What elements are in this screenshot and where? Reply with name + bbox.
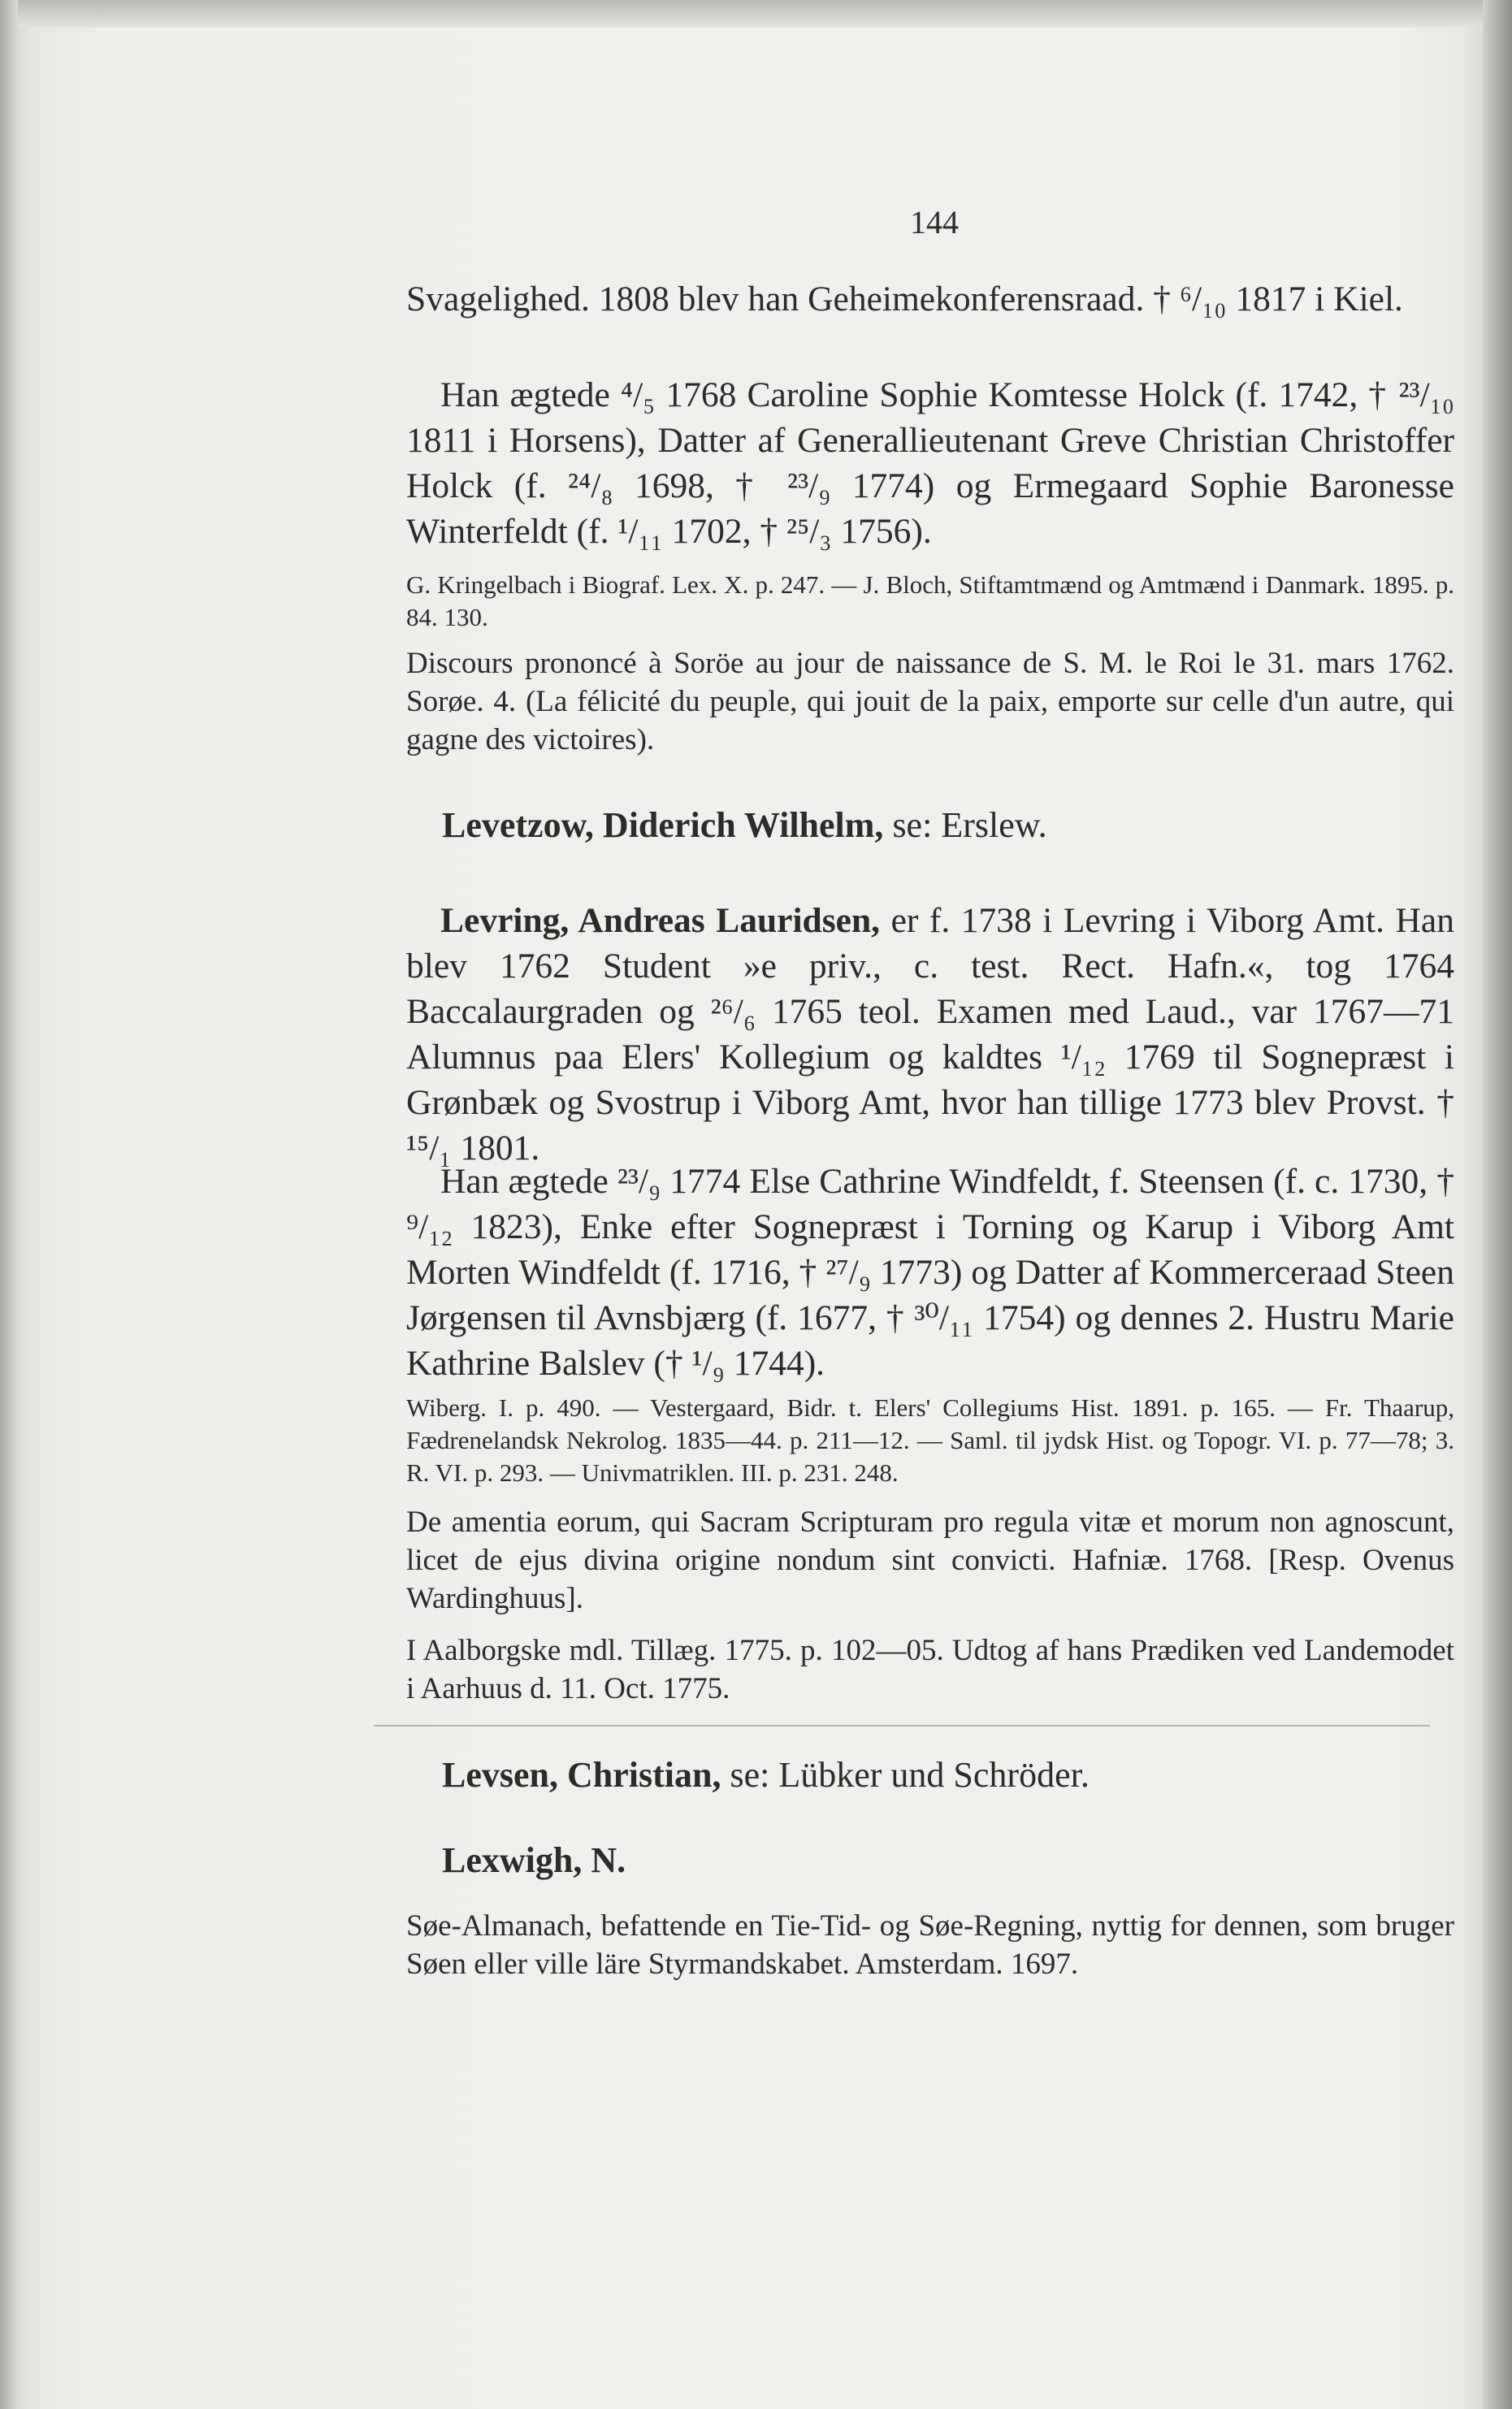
top-edge-shadow <box>0 0 1512 28</box>
work-aalborgske: I Aalborgske mdl. Tillæg. 1775. p. 102—05. Udtog af hans Prædiken ved Landemodet i Aarhuus d. 11. Oct. 1775. <box>406 1634 1454 1705</box>
entry-heading-levsen <box>442 1753 1449 1798</box>
entry-levring <box>406 898 1454 1171</box>
left-binding-edge <box>0 0 18 2409</box>
entry-heading-lexwigh <box>442 1838 1449 1883</box>
entry-crossref-levsen: se: Lübker und Schröder. <box>721 1755 1090 1795</box>
work-soe-almanach: Søe-Almanach, befattende en Tie-Tid- og Søe-Regning, nyttig for dennen, som bruger Søen eller ville läre Styrmandskabet. Amsterdam. 1697. <box>406 1909 1454 1981</box>
entry-crossref-levetzow: se: Erslew. <box>883 805 1047 845</box>
right-page-edge <box>1483 0 1512 2409</box>
reference-kringelbach: G. Kringelbach i Biograf. Lex. X. p. 247. — J. Bloch, Stiftamtmænd og Amtmænd i Danmark. 1895. p. 84. 130. <box>406 570 1454 631</box>
page-number: 144 <box>910 204 959 240</box>
margin-rule <box>374 1725 1430 1727</box>
entry-name-levsen: Levsen, Christian, <box>442 1755 721 1795</box>
paragraph-svagelighed: Svagelighed. 1808 blev han Geheimekonferensraad. † ⁶/₁₀ 1817 i Kiel. <box>406 279 1403 318</box>
entry-name-lexwigh: Lexwigh, N. <box>442 1840 626 1880</box>
entry-heading-levetzow <box>442 803 1449 848</box>
work-de-amentia: De amentia eorum, qui Sacram Scripturam pro regula vitæ et morum non agnoscunt, licet de ejus divina origine nondum sint convicti. Hafniæ. 1768. [Resp. Ovenus Wardinghuus]. <box>406 1506 1454 1615</box>
paragraph-marriage-holck: Han ægtede ⁴/₅ 1768 Caroline Sophie Komtesse Holck (f. 1742, † ²³/₁₀ 1811 i Horsens), Datter af Generallieutenant Greve Christian Christoffer Holck (f. ²⁴/₈ 1698, † ²³/₉ 1774) og Ermegaard Sophie Baronesse Winterfeldt (f. ¹/₁₁ 1702, † ²⁵/₃ 1756). <box>406 375 1454 551</box>
entry-name-levetzow: Levetzow, Diderich Wilhelm, <box>442 805 884 845</box>
paragraph-marriage-windfeldt: Han ægtede ²³/₉ 1774 Else Cathrine Windfeldt, f. Steensen (f. c. 1730, † ⁹/₁₂ 1823), Enke efter Sognepræst i Torning og Karup i Viborg Amt Morten Windfeldt (f. 1716, † ²⁷/₉ 1773) og Datter af Kommerceraad Steen Jørgensen til Avnsbjærg (f. 1677, † ³⁰/₁₁ 1754) og dennes 2. Hustru Marie Kathrine Balslev († ¹/₉ 1744). <box>406 1162 1454 1383</box>
entry-bio-levring: er f. 1738 i Levring i Viborg Amt. Han blev 1762 Student »e priv., c. test. Rect. Hafn.«, tog 1764 Baccalaurgraden og ²⁶/₆ 1765 teol. Examen med Laud., var 1767—71 Alumnus paa Elers' Kollegium og kaldtes ¹/₁₂ 1769 til Sognepræst i Grønbæk og Svostrup i Viborg Amt, hvor han tillige 1773 blev Provst. † ¹⁵/₁ 1801. <box>406 901 1454 1168</box>
work-discours: Discours prononcé à Soröe au jour de naissance de S. M. le Roi le 31. mars 1762. Sorøe. 4. (La félicité du peuple, qui jouit de la paix, emporte sur celle d'un autre, qui gagne des victoires). <box>406 647 1454 756</box>
entry-name-levring: Levring, Andreas Lauridsen, <box>440 901 881 940</box>
reference-wiberg: Wiberg. I. p. 490. — Vestergaard, Bidr. t. Elers' Collegiums Hist. 1891. p. 165. — Fr. Thaarup, Fædrenelandsk Nekrolog. 1835—44. p. 211—12. — Saml. til jydsk Hist. og Topogr. VI. p. 77—78; 3. R. VI. p. 293. — Univmatriklen. III. p. 231. 248. <box>406 1393 1454 1487</box>
